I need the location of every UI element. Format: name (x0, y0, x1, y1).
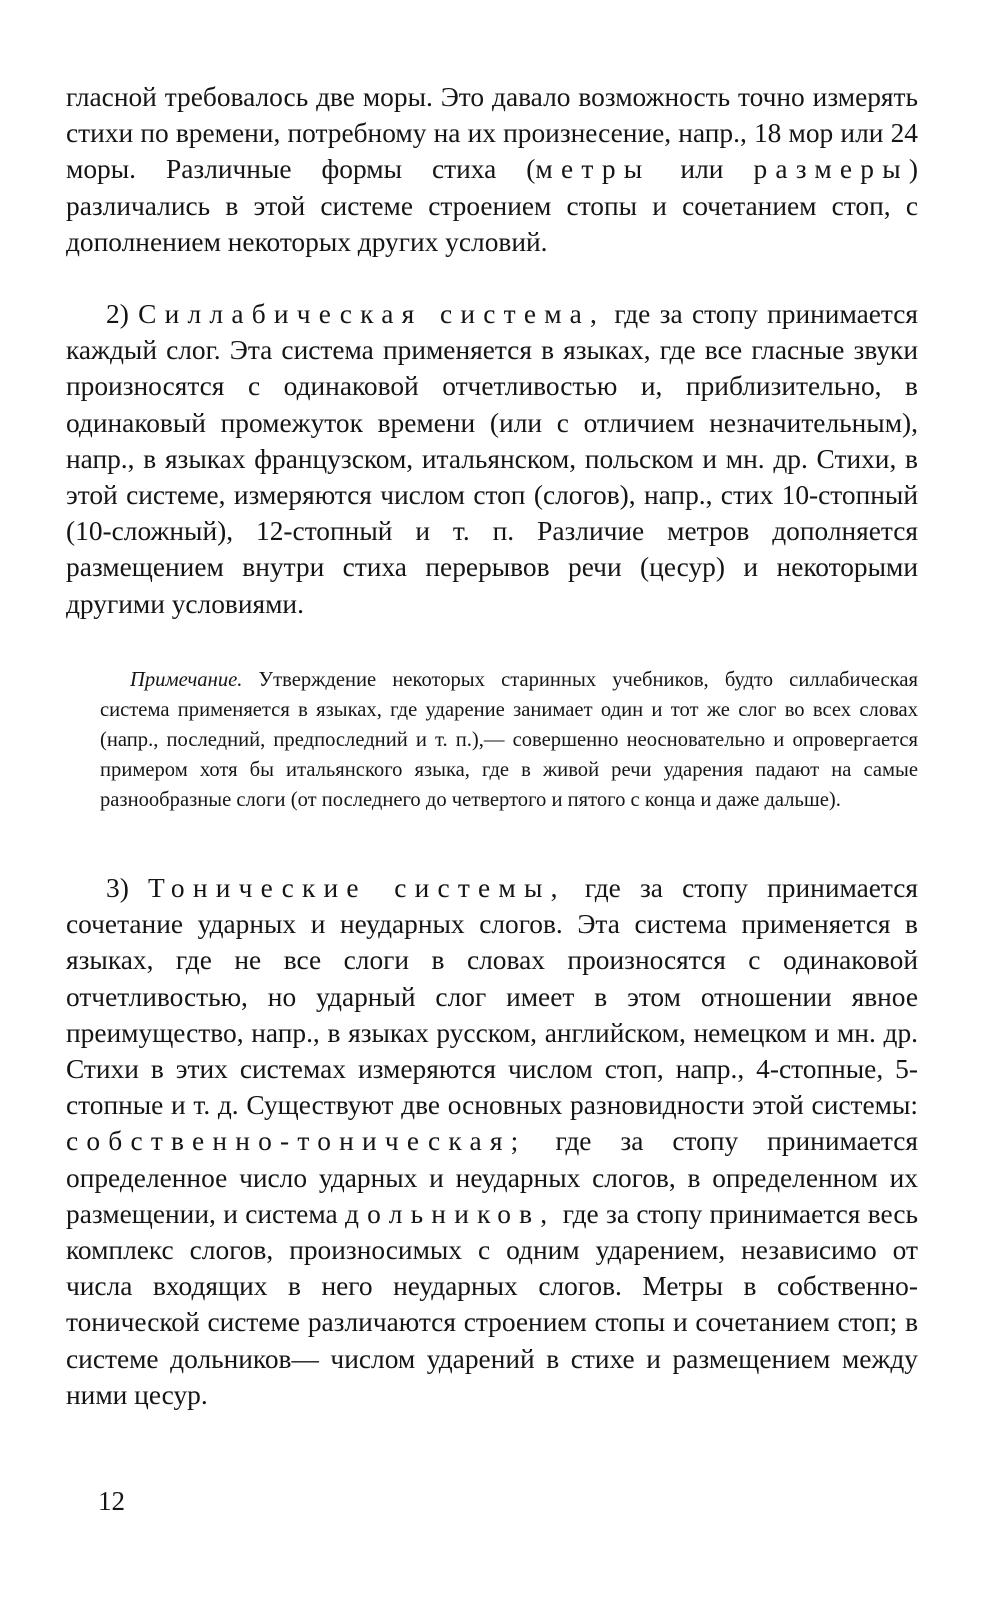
term-proper-tonic: собственно-тоническая; (66, 1126, 527, 1157)
note-label: Примечание. (130, 669, 243, 691)
term-metry: метры (535, 154, 651, 185)
footnote-remark (100, 665, 918, 815)
paragraph-prosody-moras (66, 79, 918, 260)
paragraph-3-number: 3) (106, 873, 129, 903)
paragraph-2-number: 2) (106, 299, 129, 329)
term-tonic-systems: Тонические системы, (148, 873, 566, 903)
page-number: 12 (98, 1486, 125, 1516)
term-dolniki: дольников, (345, 1198, 556, 1229)
paragraph-1-end: ) различались в этой системе строением стопы и сочетанием стоп, с дополнением некоторых других условий. (66, 154, 918, 257)
paragraph-tonic-systems (66, 870, 918, 1413)
paragraph-3-text-2: где за стопу принимается определенное число ударных и неударных слогов, в определенном их размещении, и система (66, 1126, 918, 1229)
paragraph-2-text: где за стопу принимается каждый слог. Эта система применяется в языках, где все гласные звуки произносятся с одинаковой отчетливостью и, приблизительно, в одинаковый промежуток времени (или с отличием незначительным), напр., в языках французском, итальянском, польском и мн. др. Стихи, в этой системе, измеряются числом стоп (слогов), напр., стих 10-стопный (10-сложный), 12-стопный и т. п. Различие метров дополняется размещением внутри стиха перерывов речи (цесур) и некоторыми другими условиями. (66, 299, 918, 619)
paragraph-1-mid: или (650, 154, 754, 185)
paragraph-syllabic-system (66, 296, 918, 622)
paragraph-1-text: гласной требовалось две моры. Это давало возможность точно измерять стихи по времени, потребному на их произнесение, напр., 18 мор или 24 моры. Различные формы стиха ( (66, 82, 918, 185)
paragraph-3-text-3: где за стопу принимается весь комплекс слогов, произносимых с одним ударением, независимо от числа входящих в него неударных слогов. Метры в собственно-тонической системе различаются строением стопы и сочетанием стоп; в системе дольников— числом ударений в стихе и размещением между ними цесур. (66, 1198, 919, 1410)
term-syllabic-system: Силлабическая система, (138, 299, 606, 329)
paragraph-3-text-1: где за стопу принимается сочетание ударных и неударных слогов. Эта система применяется в языках, где не все слоги в словах произносятся с одинаковой отчетливостью, но ударный слог имеет в этом отношении явное преимущество, напр., в языках русском, английском, немецком и мн. др. Стихи в этих системах измеряются числом стоп, напр., 4-стопные, 5-стопные и т. д. Существуют две основных разновидности этой системы: (66, 873, 918, 1121)
term-razmery: размеры (753, 154, 909, 185)
note-text: Утверждение некоторых старинных учебников, будто силлабическая система применяется в языках, где ударение занимает один и тот же слог во всех словах (напр., последний, предпоследний и т. п.),— совершенно неосновательно и опровергается примером хотя бы итальянского языка, где в живой речи ударения падают на самые разнообразные слоги (от последнего до четвертого и пятого с конца и даже дальше). (100, 669, 918, 811)
